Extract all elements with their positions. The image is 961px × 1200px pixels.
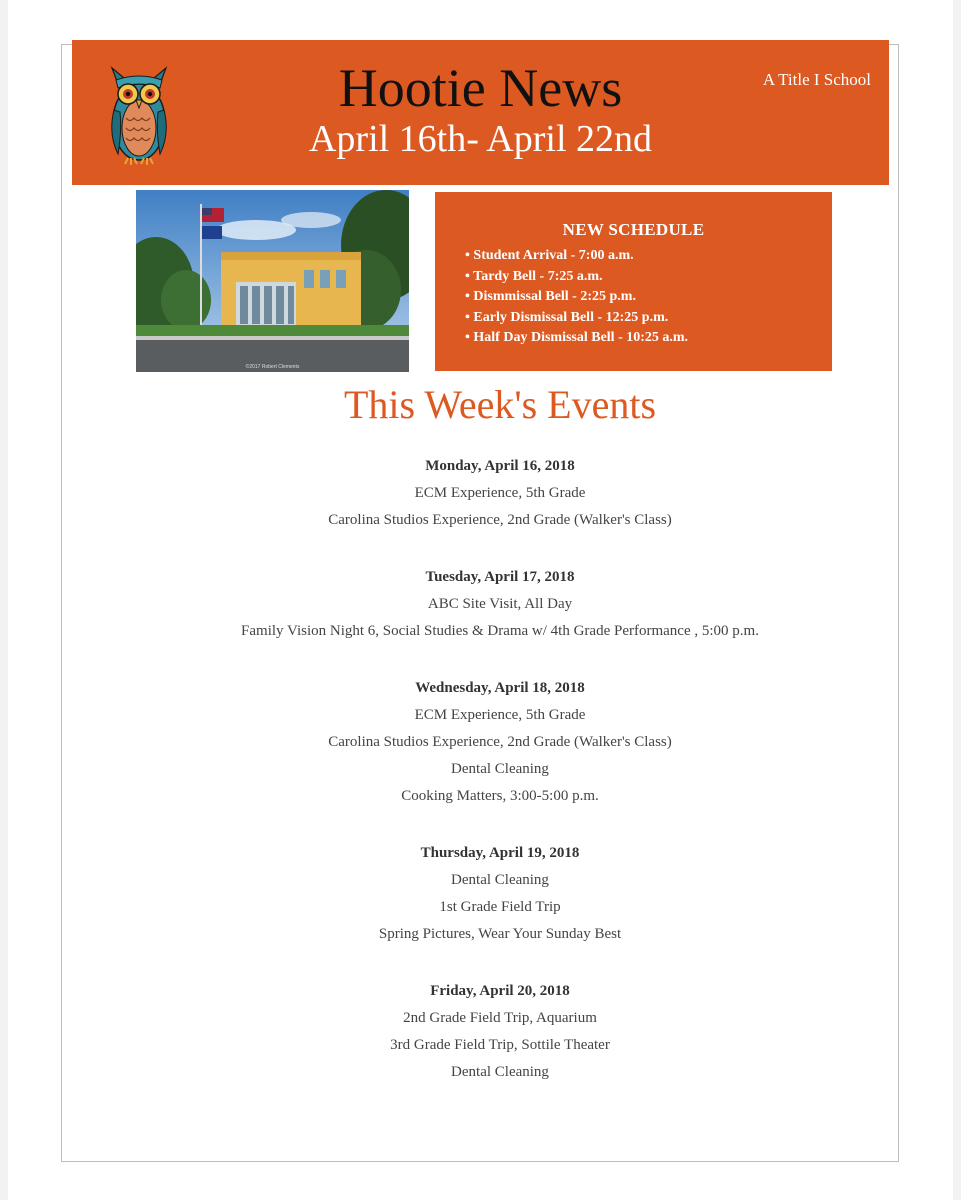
schedule-item: • Tardy Bell - 7:25 a.m. [465, 268, 603, 284]
event-day-wednesday [0, 675, 961, 810]
event-item: Dental Cleaning [451, 1064, 549, 1080]
event-item: Family Vision Night 6, Social Studies & Drama w/ 4th Grade Performance , 5:00 p.m. [241, 623, 759, 639]
event-item: ECM Experience, 5th Grade [414, 485, 586, 501]
schedule-item: • Half Day Dismissal Bell - 10:25 a.m. [465, 330, 689, 345]
event-item: Carolina Studios Experience, 2nd Grade (Walker's Class) [328, 734, 672, 750]
schedule-item: • Dismmissal Bell - 2:25 p.m. [465, 289, 636, 304]
event-item: Dental Cleaning [451, 872, 549, 888]
event-day-tuesday [0, 564, 961, 645]
events-title: This Week's Events [343, 382, 657, 427]
school-building-photo [136, 190, 409, 372]
day-heading: Friday, April 20, 2018 [430, 983, 570, 999]
day-heading: Monday, April 16, 2018 [425, 458, 575, 474]
schedule-title: NEW SCHEDULE [562, 220, 705, 239]
schedule-item: • Early Dismissal Bell - 12:25 p.m. [465, 309, 669, 325]
school-tagline: A Title I School [762, 70, 871, 89]
day-heading: Wednesday, April 18, 2018 [415, 680, 585, 696]
events-list [0, 453, 961, 1116]
school-building-illustration [136, 190, 409, 372]
event-item: Dental Cleaning [451, 761, 549, 777]
event-item: ABC Site Visit, All Day [427, 596, 573, 612]
event-item: Spring Pictures, Wear Your Sunday Best [378, 926, 622, 942]
event-day-monday [0, 453, 961, 534]
event-item: 2nd Grade Field Trip, Aquarium [403, 1010, 597, 1026]
day-heading: Thursday, April 19, 2018 [420, 845, 580, 861]
event-day-thursday [0, 840, 961, 948]
new-schedule-box [435, 192, 832, 371]
schedule-list [465, 246, 832, 349]
newsletter-dates: April 16th- April 22nd [308, 118, 653, 160]
day-heading: Tuesday, April 17, 2018 [425, 569, 575, 585]
photo-credit: ©2017 Robert Clements [245, 364, 300, 370]
newsletter-header [72, 40, 889, 185]
event-day-friday [0, 978, 961, 1086]
event-item: Carolina Studios Experience, 2nd Grade (Walker's Class) [328, 512, 672, 528]
event-item: 3rd Grade Field Trip, Sottile Theater [390, 1037, 610, 1053]
newsletter-title: Hootie News [338, 58, 623, 118]
schedule-item: • Student Arrival - 7:00 a.m. [465, 248, 634, 263]
event-item: Cooking Matters, 3:00-5:00 p.m. [401, 788, 599, 804]
event-item: 1st Grade Field Trip [439, 899, 561, 915]
event-item: ECM Experience, 5th Grade [414, 707, 586, 723]
